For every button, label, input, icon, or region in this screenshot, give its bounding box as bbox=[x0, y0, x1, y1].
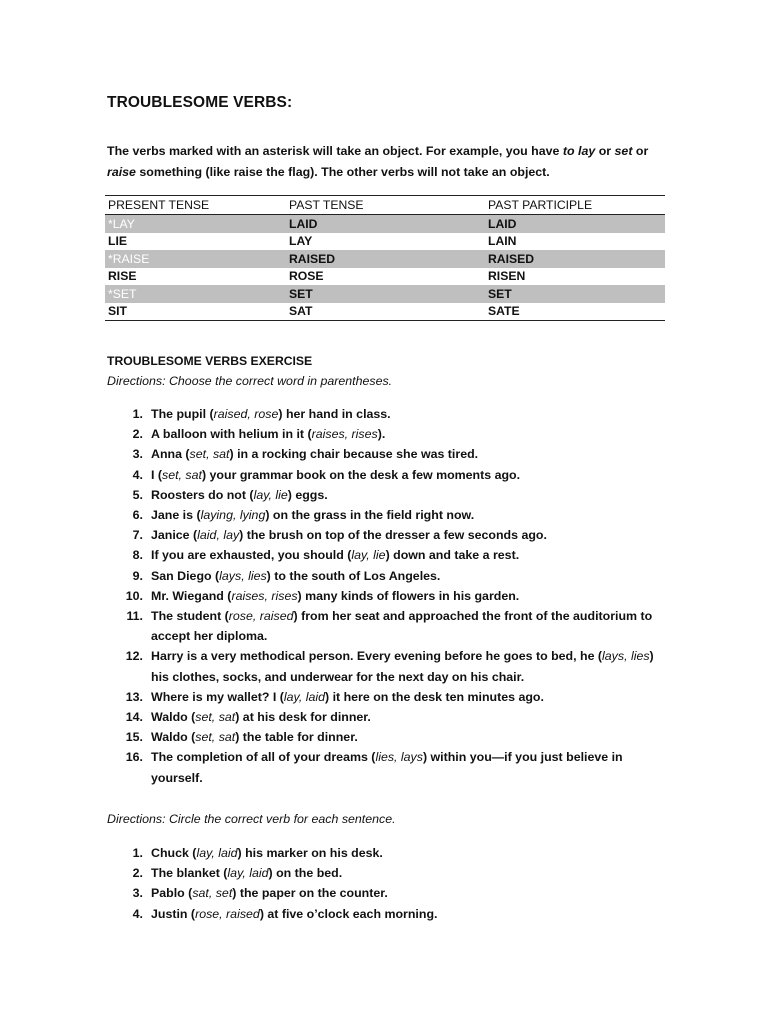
past-participle-cell: RISEN bbox=[488, 269, 526, 284]
item-text-before: The completion of all of your dreams ( bbox=[151, 750, 376, 765]
item-text-after: ) many kinds of flowers in his garden. bbox=[297, 588, 520, 603]
item-choices: lies, lays bbox=[375, 750, 423, 765]
item-choices: set, sat bbox=[195, 730, 236, 745]
past-participle-cell: LAID bbox=[485, 215, 665, 233]
intro-text-3: or bbox=[632, 144, 649, 158]
item-text-after: ) her hand in class. bbox=[278, 407, 391, 421]
past-tense-cell: LAY bbox=[289, 234, 313, 249]
item-number: 4. bbox=[132, 467, 143, 482]
item-number: 7. bbox=[132, 528, 143, 543]
item-number: 13. bbox=[125, 689, 143, 704]
item-text-after: ) it here on the desk ten minutes ago. bbox=[325, 689, 544, 704]
verb-row bbox=[105, 250, 665, 268]
item-choices: lay, laid bbox=[283, 689, 325, 704]
item-number: 3. bbox=[132, 447, 143, 462]
item-number: 8. bbox=[132, 548, 143, 563]
past-tense-cell: LAID bbox=[286, 215, 485, 233]
intro-text-4: something (like raise the flag). The other verbs will not take an object. bbox=[135, 165, 550, 179]
intro-paragraph bbox=[107, 141, 667, 183]
item-text-before: A balloon with helium in it ( bbox=[151, 427, 312, 442]
exercise-item bbox=[107, 883, 667, 903]
verb-table-body bbox=[105, 215, 665, 321]
present-tense-cell: SIT bbox=[105, 303, 286, 321]
item-number: 1. bbox=[132, 846, 143, 860]
verb-row bbox=[105, 303, 665, 321]
exercise-item bbox=[107, 586, 667, 606]
item-choices: lay, laid bbox=[196, 846, 238, 860]
past-participle-cell: LAIN bbox=[488, 234, 517, 249]
item-number: 10. bbox=[125, 588, 143, 603]
item-text-after: ). bbox=[377, 427, 386, 442]
item-choices: lays, lies bbox=[602, 649, 650, 664]
item-choices: lay, lie bbox=[253, 487, 288, 502]
item-number: 6. bbox=[132, 508, 143, 523]
item-text-after: ) the brush on top of the dresser a few seconds ago. bbox=[239, 528, 547, 543]
intro-text-1: The verbs marked with an asterisk will take an object. For example, you have bbox=[107, 144, 563, 158]
item-text-before: The student ( bbox=[151, 609, 229, 624]
exercise-item bbox=[107, 525, 667, 545]
item-text-after: ) from her seat and approached the front of the auditorium to accept her diploma. bbox=[151, 609, 653, 644]
exercise-item bbox=[107, 485, 667, 505]
past-participle-cell: SET bbox=[485, 285, 665, 303]
item-choices: laid, lay bbox=[197, 528, 240, 543]
exercise-item bbox=[107, 606, 667, 646]
item-text-after: ) on the bed. bbox=[268, 866, 343, 881]
exercise-heading: TROUBLESOME VERBS EXERCISE bbox=[107, 354, 313, 368]
item-choices: rose, raised bbox=[195, 906, 260, 921]
item-text-before: Pablo ( bbox=[151, 886, 193, 901]
intro-italic-to-lay: to lay bbox=[562, 144, 596, 158]
exercise-item bbox=[107, 424, 667, 444]
item-text-before: Mr. Wiegand ( bbox=[151, 588, 232, 603]
verb-table bbox=[105, 195, 665, 321]
item-number: 4. bbox=[132, 906, 143, 921]
intro-italic-set: set bbox=[614, 144, 633, 158]
item-choices: raises, rises bbox=[231, 588, 298, 603]
item-text-before: Justin ( bbox=[151, 906, 196, 921]
past-participle-cell: RAISED bbox=[485, 250, 665, 268]
present-tense-cell: RISE bbox=[108, 269, 137, 284]
exercise-item bbox=[107, 444, 667, 464]
item-choices: lay, lie bbox=[351, 548, 386, 563]
past-tense-cell: RAISED bbox=[286, 250, 485, 268]
item-text-before: Jane is ( bbox=[151, 508, 201, 523]
item-number: 11. bbox=[126, 609, 143, 624]
item-text-after: ) eggs. bbox=[287, 487, 328, 502]
item-choices: lay, laid bbox=[227, 866, 269, 881]
item-choices: sat, set bbox=[192, 886, 233, 901]
item-choices: rose, raised bbox=[228, 609, 294, 624]
exercise-item bbox=[107, 707, 667, 727]
exercise-item bbox=[107, 727, 667, 747]
item-number: 14. bbox=[125, 710, 143, 725]
exercise-item bbox=[107, 404, 667, 424]
exercise-item bbox=[107, 747, 667, 787]
intro-italic-raise: raise bbox=[107, 165, 136, 179]
item-choices: laying, lying bbox=[200, 508, 266, 523]
item-text-after: ) at five o’clock each morning. bbox=[259, 906, 438, 921]
verb-row bbox=[105, 268, 665, 286]
exercise-item bbox=[107, 646, 667, 686]
item-text-before: If you are exhausted, you should ( bbox=[151, 548, 352, 563]
item-text-after: ) at his desk for dinner. bbox=[235, 710, 371, 725]
item-text-after: ) the paper on the counter. bbox=[232, 886, 388, 901]
present-tense-cell: LIE bbox=[108, 234, 127, 249]
item-text-before: Janice ( bbox=[151, 528, 198, 543]
item-text-after: ) on the grass in the field right now. bbox=[265, 508, 475, 523]
present-tense-cell: *SET bbox=[105, 285, 286, 303]
item-text-before: The pupil ( bbox=[151, 407, 214, 421]
item-text-after: ) in a rocking chair because she was tired. bbox=[229, 447, 479, 462]
item-text-before: Where is my wallet? I ( bbox=[151, 689, 284, 704]
past-tense-cell: SET bbox=[286, 285, 485, 303]
item-choices: set, sat bbox=[195, 710, 236, 725]
verb-table-header-row bbox=[105, 196, 665, 215]
exercise-item bbox=[107, 566, 667, 586]
past-tense-cell: SAT bbox=[286, 303, 485, 321]
item-choices: lays, lies bbox=[219, 568, 267, 583]
item-number: 2. bbox=[132, 866, 143, 881]
item-number: 9. bbox=[132, 568, 143, 583]
exercise-item bbox=[107, 505, 667, 525]
header-past-participle: PAST PARTICIPLE bbox=[485, 196, 665, 215]
item-number: 12. bbox=[125, 649, 143, 664]
exercise-item bbox=[107, 843, 667, 863]
exercise-item bbox=[107, 687, 667, 707]
verb-row bbox=[105, 233, 665, 251]
item-number: 5. bbox=[132, 487, 143, 502]
item-text-after: ) down and take a rest. bbox=[385, 548, 520, 563]
item-text-after: ) his marker on his desk. bbox=[237, 846, 383, 860]
item-text-before: Roosters do not ( bbox=[151, 487, 254, 502]
exercise-list-2 bbox=[107, 843, 667, 924]
verb-row bbox=[105, 285, 665, 303]
item-text-before: Anna ( bbox=[151, 447, 190, 462]
item-text-after: ) within you—if you just believe in yourself. bbox=[151, 750, 623, 785]
item-text-after: ) to the south of Los Angeles. bbox=[266, 568, 441, 583]
item-number: 3. bbox=[132, 886, 143, 901]
exercise-list-1 bbox=[107, 404, 667, 788]
exercise-item bbox=[107, 545, 667, 565]
exercise-item bbox=[107, 904, 667, 924]
item-number: 1. bbox=[132, 407, 143, 421]
page-title: TROUBLESOME VERBS: bbox=[107, 94, 293, 111]
item-text-before: Waldo ( bbox=[151, 710, 196, 725]
exercise-item bbox=[107, 863, 667, 883]
item-text-before: Harry is a very methodical person. Every evening before he goes to bed, he ( bbox=[151, 649, 603, 664]
header-present-tense: PRESENT TENSE bbox=[105, 196, 286, 215]
present-tense-cell: *RAISE bbox=[105, 250, 286, 268]
directions-choose: Directions: Choose the correct word in parentheses. bbox=[107, 374, 393, 388]
item-text-after: ) your grammar book on the desk a few moments ago. bbox=[201, 467, 521, 482]
item-number: 2. bbox=[132, 427, 143, 442]
item-number: 15. bbox=[125, 730, 143, 745]
item-text-after: ) the table for dinner. bbox=[235, 730, 358, 745]
item-choices: raises, rises bbox=[311, 427, 378, 442]
item-choices: set, sat bbox=[189, 447, 230, 462]
item-text-before: Chuck ( bbox=[151, 846, 197, 860]
item-text-before: The blanket ( bbox=[151, 866, 228, 881]
present-tense-cell: *LAY bbox=[105, 215, 286, 233]
intro-text-2: or bbox=[595, 144, 615, 158]
verb-table-header bbox=[105, 196, 665, 215]
past-tense-cell: ROSE bbox=[289, 269, 324, 284]
item-number: 16. bbox=[125, 750, 143, 765]
verb-row bbox=[105, 215, 665, 233]
header-past-tense: PAST TENSE bbox=[286, 196, 485, 215]
item-choices: set, sat bbox=[162, 467, 202, 482]
item-text-before: San Diego ( bbox=[151, 568, 220, 583]
past-participle-cell: SATE bbox=[485, 303, 665, 321]
item-choices: raised, rose bbox=[213, 407, 279, 421]
directions-circle: Directions: Circle the correct verb for each sentence. bbox=[107, 812, 396, 826]
exercise-item bbox=[107, 465, 667, 485]
item-text-before: Waldo ( bbox=[151, 730, 196, 745]
item-text-after: ) his clothes, socks, and underwear for the next day on his chair. bbox=[151, 649, 654, 684]
item-text-before: I ( bbox=[151, 467, 163, 482]
